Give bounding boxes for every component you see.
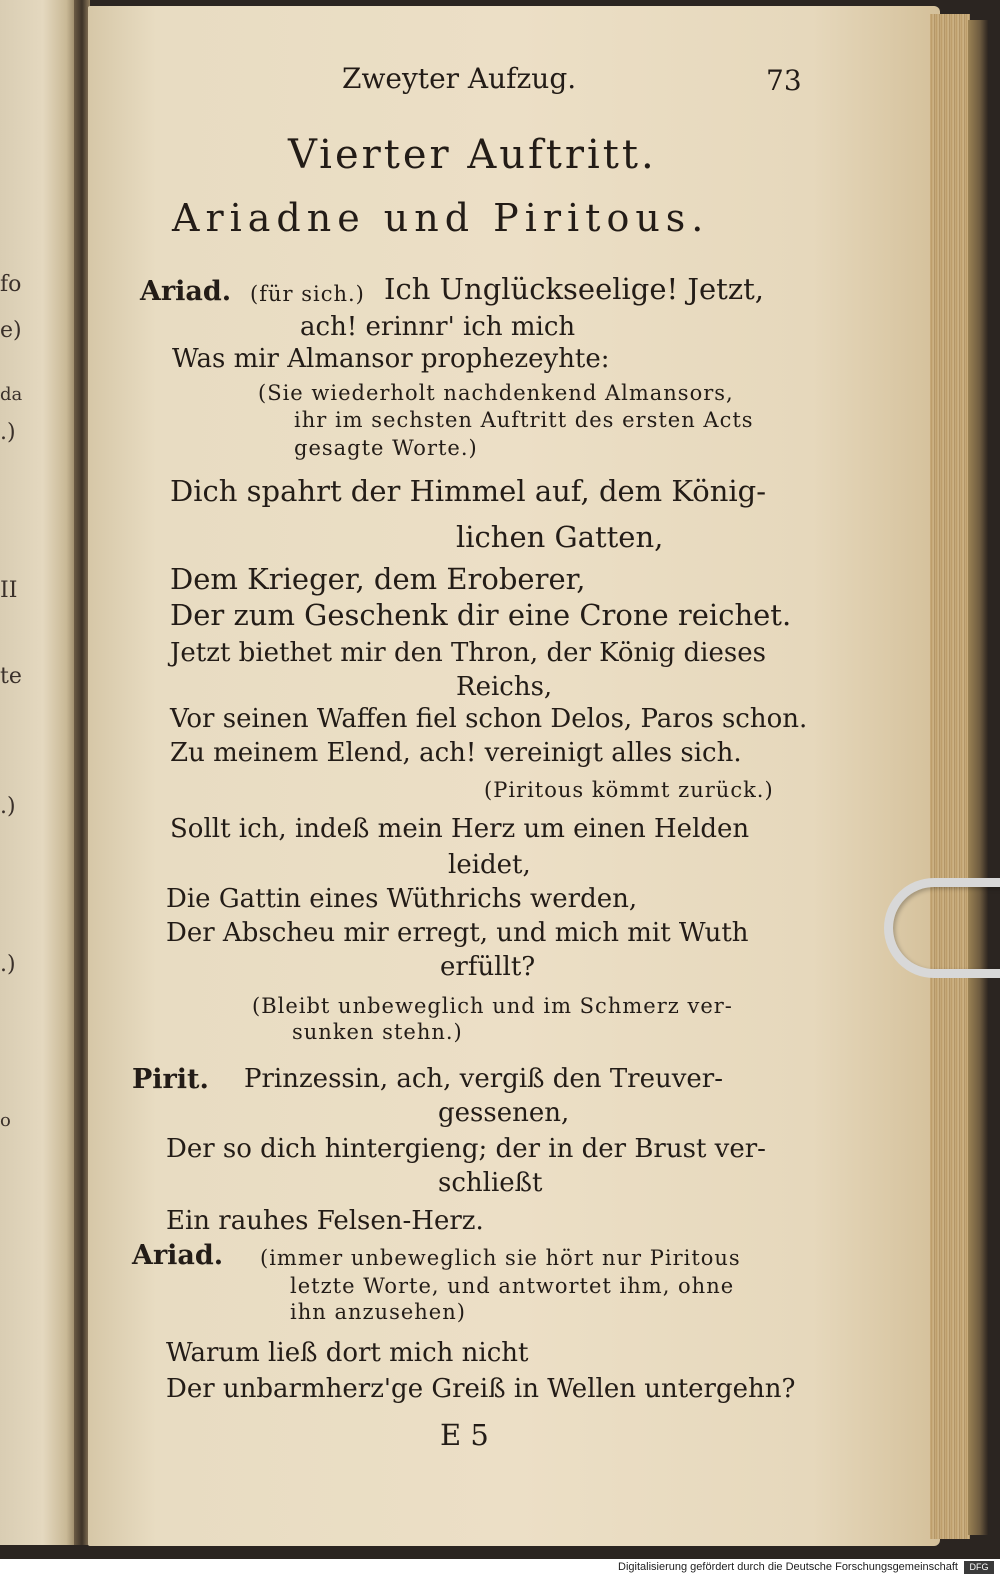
verse-line: Der unbarmherz'ge Greiß in Wellen untergehn? [166,1374,796,1404]
verse-line: Jetzt biethet mir den Thron, der König dieses [170,638,766,668]
left-page-fragment: e) [0,318,22,343]
verse-line: Prinzessin, ach, vergiß den Treuver- [244,1064,724,1094]
stage-direction: letzte Worte, und antwortet ihm, ohne [290,1274,735,1298]
dfg-credit: Digitalisierung gefördert durch die Deutsche Forschungsgemeinschaft [618,1561,958,1573]
left-page-fragment: o [0,1110,11,1131]
verse-line: ach! erinnr' ich mich [300,312,576,342]
page-edges [930,14,970,1539]
scene-characters: Ariadne und Piritous. [172,196,710,240]
footer-bar [0,1559,1000,1577]
verse-line: gessenen, [438,1098,570,1128]
stage-direction: (immer unbeweglich sie hört nur Piritous [260,1246,741,1270]
verse-line: Was mir Almansor prophezeyhte: [172,344,610,374]
left-page-fragment: fo [0,272,22,297]
signature-mark: E 5 [440,1418,489,1452]
verse-line: Ein rauhes Felsen-Herz. [166,1206,484,1236]
verse-line: lichen Gatten, [456,520,664,554]
stage-direction: ihr im sechsten Auftritt des ersten Acts [294,408,754,432]
left-page-fragment: II [0,578,18,603]
page-number: 73 [766,64,802,97]
scene-title: Vierter Auftritt. [288,132,657,178]
left-page [0,0,78,1545]
verse-line: Dich spahrt der Himmel auf, dem König- [170,474,767,508]
verse-line: erfüllt? [440,952,536,982]
stage-direction: (Sie wiederholt nachdenkend Almansors, [258,381,734,405]
left-page-fragment: .) [0,420,16,445]
left-page-fragment: .) [0,794,16,819]
verse-line: Dem Krieger, dem Eroberer, [170,562,586,596]
verse-line: Die Gattin eines Wüthrichs werden, [166,884,638,914]
running-head: Zweyter Aufzug. [342,62,577,95]
book-cover-edge [968,20,988,1535]
verse-line: leidet, [448,850,531,880]
stage-direction: gesagte Worte.) [294,436,478,460]
speaker-ariadne: Ariad. [132,1240,224,1271]
left-page-fragment: da [0,384,23,405]
paper-clip [884,878,1000,978]
verse-line: schließt [438,1168,543,1198]
speaker-piritous: Pirit. [132,1064,209,1095]
verse-line: Sollt ich, indeß mein Herz um einen Helden [170,814,750,844]
dfg-logo: DFG [964,1561,994,1574]
speaker-ariadne: Ariad. [140,276,232,307]
stage-direction: (für sich.) [250,282,365,306]
stage-direction: (Piritous kömmt zurück.) [484,778,774,802]
verse-line: Der zum Geschenk dir eine Crone reichet. [170,598,792,632]
stage-direction: (Bleibt unbeweglich und im Schmerz ver- [252,994,733,1018]
left-page-fragment: te [0,664,22,689]
left-page-fragment: .) [0,952,16,977]
stage-direction: ihn anzusehen) [290,1300,466,1324]
verse-line: Warum ließ dort mich nicht [166,1338,529,1368]
verse-line: Ich Unglückseelige! Jetzt, [384,272,764,306]
verse-line: Reichs, [456,672,553,702]
stage-direction: sunken stehn.) [292,1020,463,1044]
verse-line: Der Abscheu mir erregt, und mich mit Wuth [166,918,749,948]
verse-line: Zu meinem Elend, ach! vereinigt alles sich. [170,738,742,768]
verse-line: Vor seinen Waffen fiel schon Delos, Paros schon. [170,704,808,734]
verse-line: Der so dich hintergieng; der in der Brust ver- [166,1134,766,1164]
